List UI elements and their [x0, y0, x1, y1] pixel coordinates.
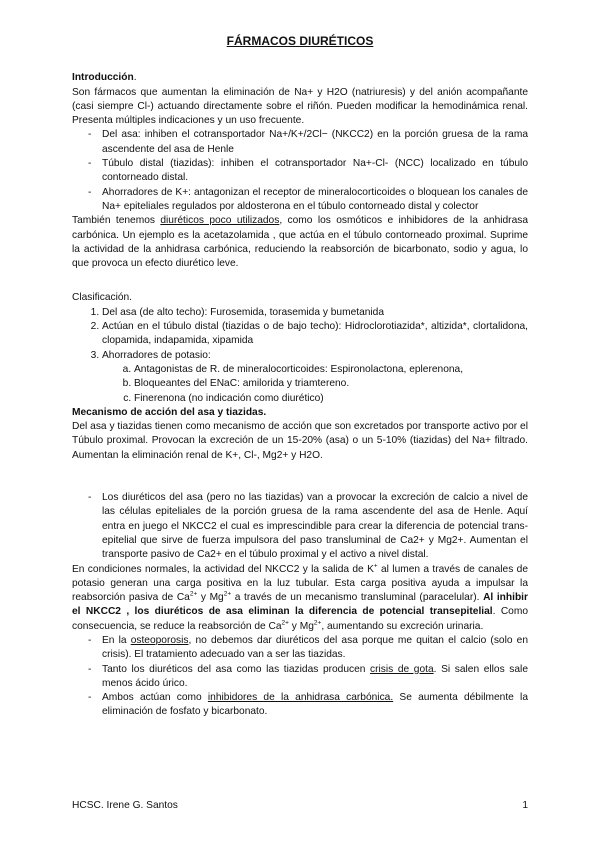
text-run: a través de un mecanismo transluminal (paracelular).	[231, 592, 484, 604]
superscript: 2+	[189, 590, 198, 598]
text-run: y Mg	[197, 592, 224, 604]
list-item: 1. Del asa (de alto techo): Furosemida, torasemida y bumetanida	[102, 306, 528, 320]
intro-heading-line	[72, 71, 528, 85]
underlined-term: inhibidores de la anhidrasa carbónica.	[207, 692, 394, 704]
list-item	[102, 691, 528, 720]
text-run: En condiciones normales, la actividad del NKCC2 y la salida de K	[72, 563, 374, 575]
text-run: Tanto los diuréticos del asa como las tiazidas producen	[102, 663, 371, 675]
classification-sublist	[102, 363, 528, 406]
footer-author: HCSC. Irene G. Santos	[72, 800, 178, 811]
document-page	[72, 34, 528, 720]
text-run: al lumen a través de canales de potasio generan una carga positiva en la luz tubular. Esta carga positiva ayuda a impulsar la reabsorción pasiva de Ca	[72, 563, 528, 604]
superscript: +	[373, 562, 378, 570]
intro-heading: Introducción	[72, 72, 134, 84]
classification-heading: Clasificación.	[72, 292, 133, 304]
list-item: b. Bloqueantes del ENaC: amilorida y triamtereno.	[134, 377, 528, 391]
list-item	[102, 634, 528, 663]
list-item: 2. Actúan en el túbulo distal (tiazidas o de bajo techo): Hidroclorotiazida*, altizida*, clortalidona, clopamida, indapamida, xipamida	[102, 320, 528, 349]
list-item	[102, 349, 528, 406]
also-text-post: , como los osmóticos e inhibidores de la anhidrasa carbónica. Un ejemplo es la acetazolamida , que actúa en el túbulo contorneado proximal. Suprime la actividad de la anhidrasa carbónica, reduciendo la reabsorción de bicarbonato, sodio y agua, lo que provoca un efecto diurético leve.	[72, 215, 528, 270]
list-item: - Túbulo distal (tiazidas): inhiben el cotransportador Na+-Cl- (NCC) localizado en túbulo contorneado distal.	[102, 157, 528, 186]
superscript: 2+	[223, 590, 232, 598]
page-number: 1	[522, 800, 528, 811]
also-paragraph	[72, 214, 528, 271]
list-item-label: Ahorradores de potasio:	[102, 349, 211, 361]
page-footer	[72, 799, 528, 813]
also-text-pre: También tenemos	[72, 215, 161, 227]
mechanism-bullet-list	[72, 491, 528, 562]
intro-paragraph: Son fármacos que aumentan la eliminación de Na+ y H2O (natriuresis) y del anión acompañante (casi siempre Cl-) actuando directamente sobre el riñón. Pueden modificar la hemodinámica renal. Presenta múltiples indicaciones y un uso frecuente.	[72, 86, 528, 127]
list-item	[102, 663, 528, 692]
mechanism-heading: Mecanismo de acción del asa y tiazidas.	[72, 406, 267, 418]
intro-bullet-list	[72, 128, 528, 214]
underlined-term: osteoporosis	[130, 634, 189, 646]
classification-list	[72, 306, 528, 406]
text-run: Se aumenta débilmente la eliminación de fosfato y bicarbonato.	[102, 692, 528, 718]
list-item: - Los diuréticos del asa (pero no las tiazidas) van a provocar la excreción de calcio a nivel de las células epiteliales de la porción gruesa de la rama ascendente del asa de Henle. Aquí entra en juego el NKCC2 el cual es imprescindible para crear la diferencia de potencial trans-epitelial que sirve de fuerza impulsora del paso transluminal de Ca2+ y Mg2+. Aumentan el transporte pasivo de Ca2+ en el túbulo proximal y el activo a nivel distal.	[102, 491, 528, 562]
superscript: 2+	[313, 619, 322, 627]
underlined-term: crisis de gota	[370, 663, 434, 675]
text-run: , no debemos dar diuréticos del asa porque me quitan el calcio (solo en crisis). El tratamiento adecuado van a ser las tiazidas.	[102, 634, 528, 661]
underlined-term: diuréticos poco utilizados	[160, 215, 280, 227]
intro-heading-dot: .	[133, 72, 137, 84]
text-run: y Mg	[288, 620, 314, 632]
bold-statement: Al inhibir el NKCC2 , los diuréticos de asa eliminan la diferencia de potencial transepitelial	[72, 592, 528, 618]
list-item: a. Antagonistas de R. de mineralocorticoides: Espironolactona, eplerenona,	[134, 363, 528, 377]
mechanism-paragraph: Del asa y tiazidas tienen como mecanismo de acción que son excretados por transporte activo por el Túbulo proximal. Provocan la excreción de un 15-20% (asa) o un 5-10% (tiazidas) del Na+ filtrado. Aumentan la eliminación renal de K+, Cl-, Mg2+ y H2O.	[72, 421, 528, 461]
list-item: - Ahorradores de K+: antagonizan el receptor de mineralocorticoides o bloquean los canales de Na+ epiteliales regulados por aldosterona en el túbulo contorneado distal y colector	[102, 186, 528, 215]
text-run: , aumentando su excreción urinaria.	[321, 620, 484, 632]
text-run: . Si salen ellos sale menos ácido úrico.	[102, 663, 528, 689]
text-run: Ambos actúan como	[102, 692, 208, 704]
conditions-paragraph	[72, 563, 528, 634]
document-title: FÁRMACOS DIURÉTICOS	[226, 34, 374, 48]
text-run: En la	[102, 634, 131, 646]
list-item: c. Finerenona (no indicación como diurético)	[134, 392, 528, 406]
list-item: - Del asa: inhiben el cotransportador Na+/K+/2Cl− (NKCC2) en la porción gruesa de la rama ascendente del asa de Henle	[102, 128, 528, 157]
superscript: 2+	[281, 619, 289, 627]
consequences-bullet-list	[72, 634, 528, 720]
text-run: . Como consecuencia, se reduce la reabsorción de Ca	[72, 606, 528, 632]
